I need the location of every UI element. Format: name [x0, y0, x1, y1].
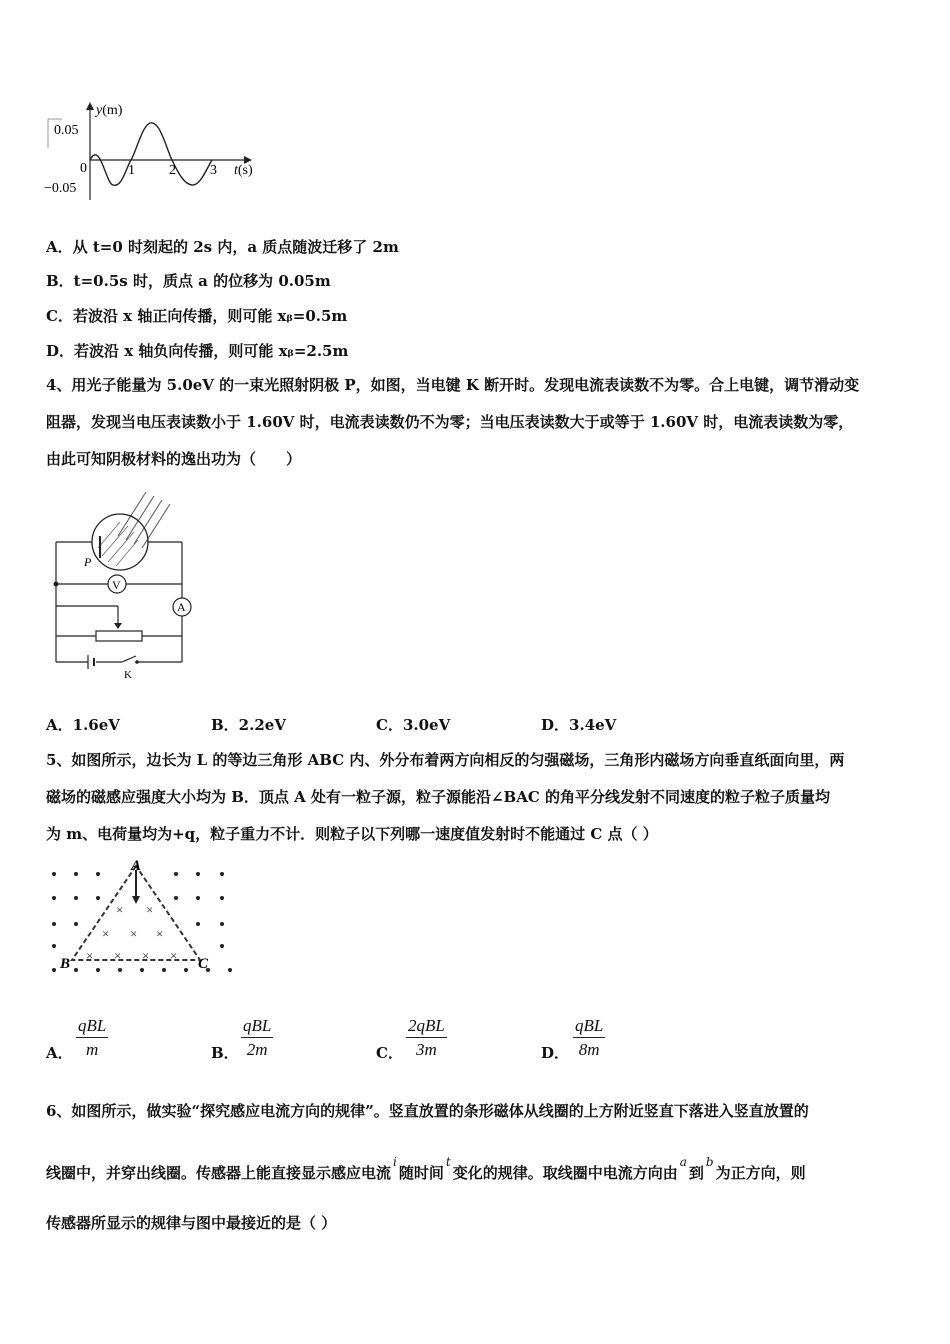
light-rays: [118, 492, 170, 548]
y-max-label: 0.05: [54, 123, 79, 138]
q6-stem-line-2: [46, 1155, 806, 1183]
q6-line2-part-d: 到: [688, 1164, 704, 1182]
q5-option-b-letter[interactable]: B．: [211, 1044, 239, 1062]
q6-symbol-b: b: [705, 1155, 714, 1169]
q5-option-b-den: 2m: [246, 1040, 268, 1059]
y-axis-arrow: [86, 102, 94, 110]
q6-symbol-i: i: [393, 1155, 397, 1169]
rheostat: [96, 631, 142, 641]
q5-option-c-num: 2qBL: [406, 1016, 447, 1038]
origin-label: 0: [80, 161, 87, 176]
q4-stem-line-1: 4、用光子能量为 5.0eV 的一束光照射阴极 P，如图，当电键 K 断开时。发现电流表读数不为零。合上电键，调节滑动变: [46, 376, 860, 394]
tick-1: 1: [128, 163, 135, 178]
q6-line2-part-a: 线圈中，并穿出线圈。传感器上能直接显示感应电流: [46, 1164, 392, 1182]
q6-symbol-t: t: [445, 1155, 451, 1169]
y-min-label: −0.05: [44, 181, 77, 196]
q5-stem-line-3: 为 m、电荷量均为+q，粒子重力不计．则粒子以下列哪一速度值发射时不能通过 C 点（ ）: [46, 825, 658, 843]
svg-text:×: ×: [146, 902, 154, 917]
q5-option-a-den: m: [86, 1040, 99, 1059]
svg-text:×: ×: [142, 948, 150, 963]
junction-dot: [54, 582, 59, 587]
svg-text:×: ×: [86, 948, 94, 963]
q5-option-c-den: 3m: [416, 1040, 437, 1059]
q6-line2-part-e: 为正方向，则: [715, 1164, 806, 1182]
vertex-a-label: A: [131, 858, 142, 874]
svg-text:×: ×: [114, 948, 122, 963]
phototube-hatch: [98, 522, 138, 566]
q5-stem-line-2: 磁场的磁感应强度大小均为 B．顶点 A 处有一粒子源，粒子源能沿∠BAC 的角平分线发射不同速度的粒子粒子质量均: [46, 788, 831, 806]
field-crosses-inside: [86, 902, 177, 963]
q6-symbol-a: a: [679, 1155, 687, 1169]
magnetic-field-triangle: [46, 856, 242, 982]
q5-option-a-fraction[interactable]: [76, 1016, 108, 1060]
velocity-arrowhead: [132, 896, 140, 904]
q4-stem-line-2: 阻器，发现当电压表读数小于 1.60V 时，电流表读数仍不为零；当电压表读数大于或等于 1.60V 时，电流表读数为零，: [46, 413, 854, 431]
cathode-label: P: [84, 555, 92, 569]
svg-text:×: ×: [116, 902, 124, 917]
q6-line2-part-b: 随时间: [398, 1164, 444, 1182]
svg-text:×: ×: [102, 926, 110, 941]
q4-option-d[interactable]: D．3.4eV: [541, 716, 617, 734]
wave-graph: [40, 96, 270, 206]
svg-text:×: ×: [170, 948, 178, 963]
vertex-c-label: C: [198, 956, 209, 972]
q5-option-d-letter[interactable]: D．: [541, 1044, 570, 1062]
ammeter-label: A: [177, 600, 186, 614]
q5-option-c-fraction[interactable]: [406, 1016, 447, 1060]
q5-option-b-fraction[interactable]: [241, 1016, 273, 1060]
photoelectric-circuit: [46, 486, 206, 686]
q4-option-b[interactable]: B．2.2eV: [211, 716, 286, 734]
q5-option-d-fraction[interactable]: [573, 1016, 605, 1060]
q4-option-c[interactable]: C．3.0eV: [376, 716, 451, 734]
rheostat-slider: [114, 623, 122, 629]
q5-option-c-letter[interactable]: C．: [376, 1044, 403, 1062]
circuit-wires: [56, 542, 182, 662]
q6-line2-part-c: 变化的规律。取线圈中电流方向由: [452, 1164, 678, 1182]
q3-option-a[interactable]: A．从 t=0 时刻起的 2s 内，a 质点随波迁移了 2m: [46, 238, 399, 256]
wave-curve: [90, 123, 212, 186]
key-label: K: [124, 669, 132, 681]
q5-option-d-den: 8m: [578, 1040, 600, 1059]
q5-option-d-num: qBL: [573, 1016, 605, 1038]
q5-option-b-num: qBL: [241, 1016, 273, 1038]
q5-option-a-num: qBL: [76, 1016, 108, 1038]
tick-2: 2: [169, 163, 176, 178]
q3-option-d[interactable]: D．若波沿 x 轴负向传播，则可能 xᵦ=2.5m: [46, 342, 349, 360]
q5-stem-line-1: 5、如图所示，边长为 L 的等边三角形 ABC 内、外分布着两方向相反的匀强磁场，三角形内磁场方向垂直纸面向里，两: [46, 751, 845, 769]
tick-3: 3: [210, 163, 217, 178]
svg-text:×: ×: [130, 926, 138, 941]
t-axis-label: t(s): [234, 163, 253, 178]
key-switch: [122, 656, 136, 662]
q3-option-b[interactable]: B．t=0.5s 时，质点 a 的位移为 0.05m: [46, 272, 331, 290]
key-contact: [135, 660, 139, 664]
q6-stem-line-3: 传感器所显示的规律与图中最接近的是（ ）: [46, 1214, 337, 1232]
q4-stem-line-3: 由此可知阴极材料的逸出功为（ ）: [46, 450, 302, 468]
vertex-b-label: B: [60, 956, 71, 972]
y-axis-label: y(m): [96, 103, 123, 118]
q6-stem-line-1: 6、如图所示，做实验“探究感应电流方向的规律”。竖直放置的条形磁体从线圈的上方附近竖直下落进入竖直放置的: [46, 1102, 809, 1120]
q5-option-a-letter[interactable]: A．: [46, 1044, 73, 1062]
q3-option-c[interactable]: C．若波沿 x 轴正向传播，则可能 xᵦ=0.5m: [46, 307, 348, 325]
voltmeter-label: V: [112, 578, 121, 592]
q4-option-a[interactable]: A．1.6eV: [46, 716, 120, 734]
svg-text:×: ×: [156, 926, 164, 941]
